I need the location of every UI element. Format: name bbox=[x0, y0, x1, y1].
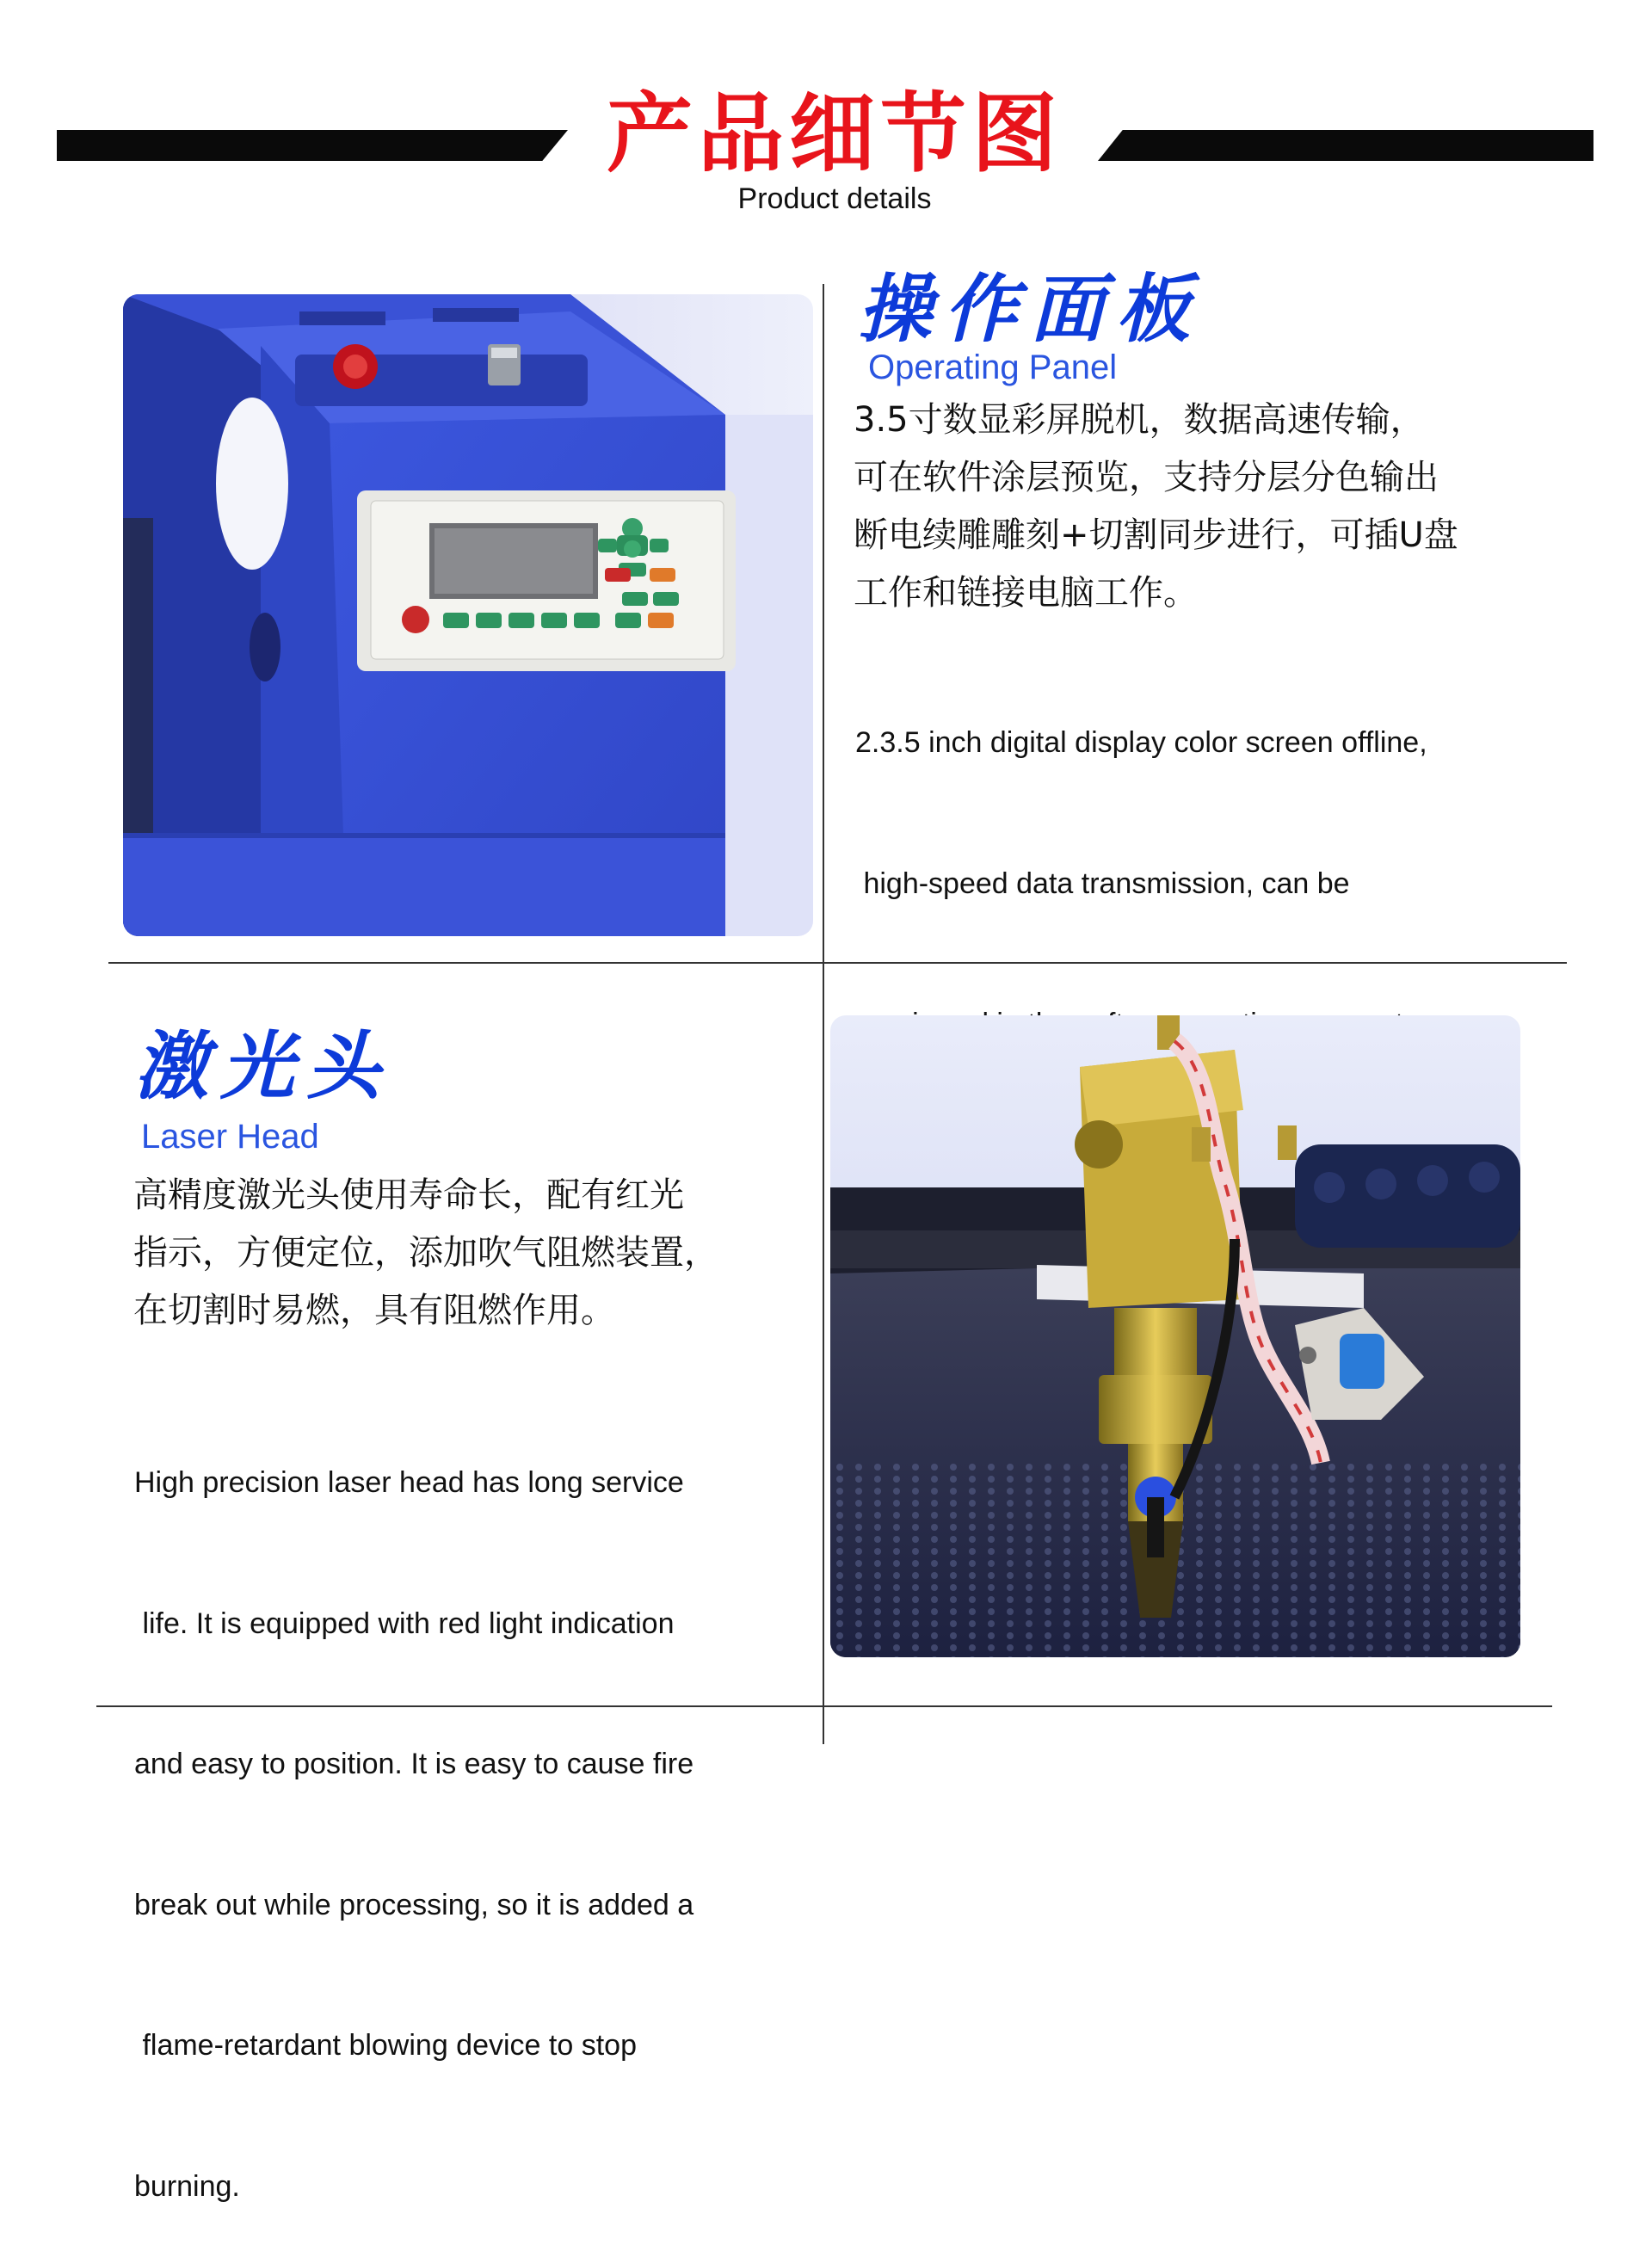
desc-en-line: burning. bbox=[134, 2169, 240, 2203]
section-laser-head-desc-cn bbox=[133, 1167, 822, 1340]
section-operating-panel-desc-cn bbox=[854, 392, 1628, 622]
desc-en-line: high-speed data transmission, can be bbox=[855, 866, 1350, 900]
page-title: 产品细节图 bbox=[607, 83, 1063, 184]
section-laser-head-title-en: Laser Head bbox=[141, 1118, 319, 1156]
desc-en-line: 2.3.5 inch digital display color screen offline, bbox=[855, 726, 1427, 759]
header-bar-right bbox=[1098, 130, 1593, 161]
desc-cn-line: 断电续雕雕刻+切割同步进行，可插U盘 bbox=[854, 515, 1458, 555]
laser-head-photo bbox=[830, 1015, 1520, 1657]
desc-cn-line: 可在软件涂层预览，支持分层分色输出 bbox=[854, 458, 1439, 497]
header-bar-left bbox=[57, 130, 568, 161]
vertical-divider bbox=[823, 284, 824, 1744]
desc-en-line: life. It is equipped with red light indication bbox=[134, 1606, 675, 1640]
desc-en-line: and easy to position. It is easy to cause fire bbox=[134, 1748, 694, 1780]
page-subtitle: Product details bbox=[737, 182, 932, 215]
section-laser-head-desc-en bbox=[134, 1366, 814, 2257]
desc-cn-line: 指示，方便定位，添加吹气阻燃装置， bbox=[133, 1233, 718, 1273]
desc-cn-line: 高精度激光头使用寿命长，配有红光 bbox=[133, 1175, 684, 1215]
section-operating-panel-title-cn: 操作面板 bbox=[858, 266, 1202, 353]
desc-en-line: break out while processing, so it is added a bbox=[134, 1888, 694, 1921]
section-operating-panel-title-en: Operating Panel bbox=[868, 348, 1118, 386]
section-laser-head-title-cn: 激光头 bbox=[134, 1023, 392, 1110]
desc-cn-line: 在切割时易燃，具有阻燃作用。 bbox=[133, 1291, 615, 1330]
desc-en-line: High precision laser head has long service bbox=[134, 1466, 684, 1499]
operating-panel-photo bbox=[123, 294, 813, 936]
desc-cn-line: 3.5寸数显彩屏脱机，数据高速传输， bbox=[854, 400, 1425, 440]
desc-en-line: flame-retardant blowing device to stop bbox=[134, 2029, 637, 2062]
desc-cn-line: 工作和链接电脑工作。 bbox=[854, 573, 1198, 613]
